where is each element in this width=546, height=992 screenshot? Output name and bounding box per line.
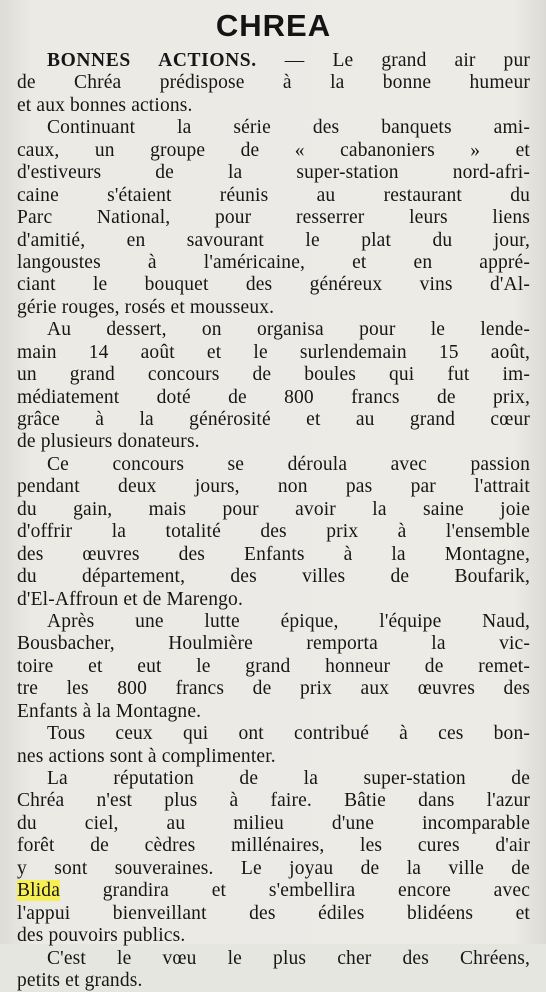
text-line: forêt de cèdres millénaires, les cures d'air	[17, 835, 530, 857]
text-line: caine s'étaient réunis au restaurant du	[17, 184, 530, 206]
text-line: du ciel, au milieu d'une incomparable	[17, 812, 530, 834]
text-line: Chréa n'est plus à faire. Bâtie dans l'azur	[17, 790, 530, 812]
text-line: un grand concours de boules qui fut im-	[17, 364, 530, 386]
text-line: Au dessert, on organisa pour le lende-	[47, 319, 530, 341]
text-line: C'est le vœu le plus cher des Chréens,	[47, 947, 530, 969]
text-line: La réputation de la super-station de	[47, 768, 530, 789]
text-line: toire et eut le grand honneur de remet-	[17, 655, 530, 677]
text-line: médiatement doté de 800 francs de prix,	[17, 386, 530, 408]
text-line: du gain, mais pour avoir la saine joie	[17, 498, 530, 520]
text-line: y sont souveraines. Le joyau de la ville de	[17, 857, 530, 879]
article-heading: CHREA	[215, 8, 332, 43]
text-line: de Chréa prédispose à la bonne humeur	[17, 72, 530, 94]
highlighted-word: Blida	[17, 880, 60, 902]
text-line: des pouvoirs publics.	[17, 925, 186, 947]
text-line: petits et grands.	[17, 969, 143, 991]
line-rest: grandira et s'embellira encore avec	[60, 880, 530, 902]
text-line: d'El-Affroun et de Marengo.	[17, 588, 243, 610]
text-line: du département, des villes de Boufarik,	[17, 566, 530, 588]
text-line: d'estiveurs de la super-station nord-afri-	[17, 162, 530, 184]
text-line	[17, 880, 530, 902]
article-body	[17, 50, 530, 992]
text-line: ciant le bouquet des généreux vins d'Al-	[17, 274, 530, 296]
text-line: Tous ceux qui ont contribué à ces bon-	[47, 723, 530, 745]
text-line: Parc National, pour resserrer leurs liens	[17, 207, 530, 229]
text-line: Ce concours se déroula avec passion	[47, 453, 530, 475]
text-line: gérie rouges, rosés et mousseux.	[17, 296, 275, 318]
text-line: de plusieurs donateurs.	[17, 431, 200, 453]
article-column	[17, 6, 530, 992]
text-line: et aux bonnes actions.	[17, 94, 193, 116]
text-line: langoustes à l'américaine, et en appré-	[17, 251, 530, 273]
text-line: d'offrir la totalité des prix à l'ensemble	[17, 521, 530, 543]
section-lead: BONNES ACTIONS.	[47, 50, 257, 71]
text-line: main 14 août et le surlendemain 15 août,	[17, 341, 530, 363]
text-line: Enfants à la Montagne.	[17, 700, 202, 722]
text-line: l'appui bienveillant des édiles blidéens et	[17, 902, 530, 924]
text-line: d'amitié, en savourant le plat du jour,	[17, 229, 530, 251]
text-line: des œuvres des Enfants à la Montagne,	[17, 543, 530, 565]
text-line: pendant deux jours, non pas par l'attrait	[17, 476, 530, 498]
text-line	[17, 50, 530, 72]
text-line: grâce à la générosité et au grand cœur	[17, 409, 530, 430]
text-line: Après une lutte épique, l'équipe Naud,	[47, 610, 530, 632]
text-line: Continuant la série des banquets ami-	[47, 117, 530, 139]
next-heading-fragment	[60, 930, 480, 944]
line-rest: — Le grand air pur	[256, 50, 530, 71]
text-line: Bousbacher, Houlmière remporta la vic-	[17, 633, 530, 655]
text-line: caux, un groupe de « cabanoniers » et	[17, 139, 530, 161]
text-line: tre les 800 francs de prix aux œuvres des	[17, 678, 530, 700]
text-line: nes actions sont à complimenter.	[17, 745, 276, 767]
